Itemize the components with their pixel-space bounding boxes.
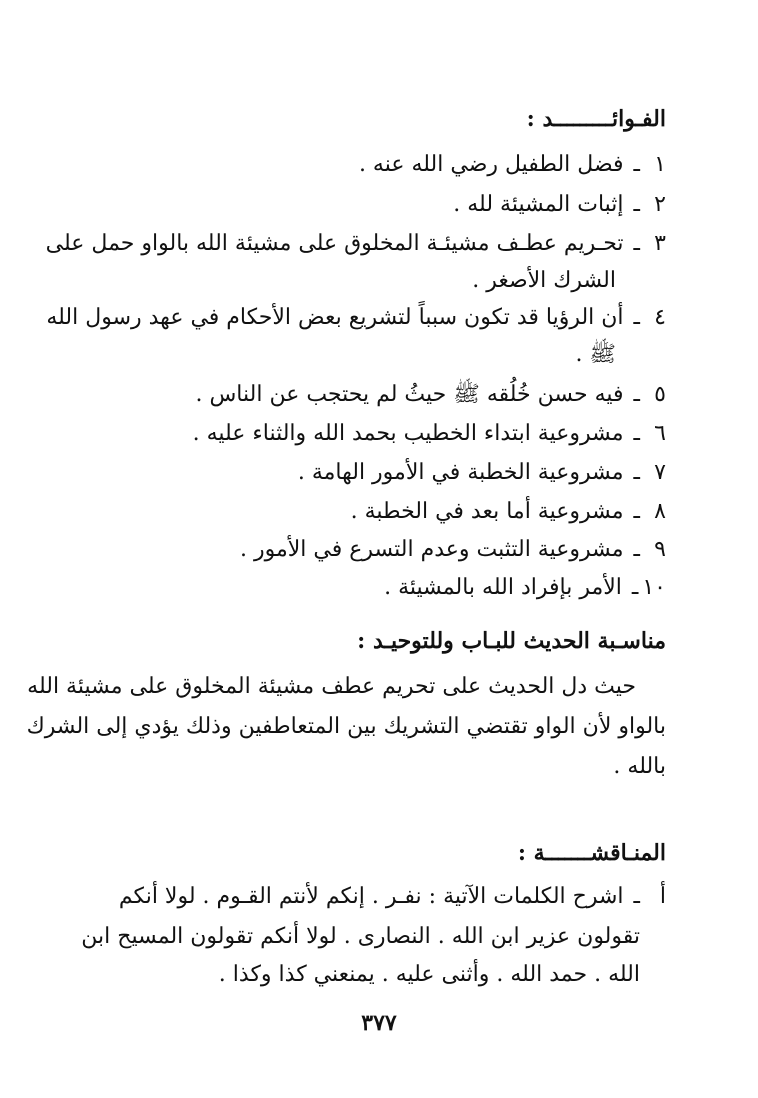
item-text: تحـريم عطـف مشيئـة المخلوق على مشيئة الله بالواو حمل على (45, 231, 624, 256)
item-number: ٧ (654, 460, 666, 485)
item-dash: ـ (633, 537, 640, 562)
item-text: مشروعية التثبت وعدم التسرع في الأمور . (239, 537, 624, 562)
item-number: ٦ (654, 421, 666, 446)
list-item (384, 573, 666, 603)
item-text: مشروعية ابتداء الخطيب بحمد الله والثناء عليه . (192, 421, 624, 446)
item-text: الأمر بإفراد الله بالمشيئة . (384, 575, 622, 600)
paragraph-line: بالله . (613, 754, 666, 779)
list-item (46, 229, 666, 259)
exercise-continuation: الله . حمد الله . وأثنى عليه . يمنعني كذا وكذا . (218, 962, 640, 987)
item-continuation: الشرك الأصغر . (472, 268, 616, 293)
item-number: ٢ (654, 192, 666, 217)
item-dash: ـ (633, 499, 640, 524)
item-dash: ـ (633, 460, 640, 485)
item-dash: ـ (633, 231, 640, 256)
item-text: مشروعية أما بعد في الخطبة . (350, 499, 624, 524)
item-dash: ـ (633, 305, 640, 330)
paragraph-line: بالواو لأن الواو تقتضي التشريك بين المتعاطفين وذلك يؤدي إلى الشرك (26, 714, 666, 739)
item-text: إثبات المشيئة لله . (453, 192, 624, 217)
item-number: ٤ (654, 305, 666, 330)
item-text: أن الرؤيا قد تكون سبباً لتشريع بعض الأحكام في عهد رسول الله (46, 305, 624, 330)
list-item (359, 150, 666, 180)
page-number: ٣٧٧ (361, 1010, 397, 1036)
item-number: ٥ (654, 382, 666, 407)
item-number: ١٠ (642, 575, 666, 600)
list-item (193, 419, 666, 449)
munaqasha-heading: المنـاقشـــــــة : (517, 840, 666, 866)
exercise-text: اشرح الكلمات الآتية : نفـر . إنكم لأنتم القـوم . لولا أنكم (118, 884, 624, 909)
item-number: ١ (654, 152, 666, 177)
item-number: ٣ (654, 231, 666, 256)
list-item (351, 497, 666, 527)
item-continuation: ﷺ . (575, 342, 616, 367)
item-dash: ـ (633, 192, 640, 217)
item-dash: ـ (633, 421, 640, 446)
list-item (240, 535, 666, 565)
list-item (298, 458, 666, 488)
exercise-letter: أ (659, 884, 666, 909)
item-number: ٩ (654, 537, 666, 562)
fawaid-heading: الفـوائـــــــــد : (526, 106, 666, 132)
item-text: فضل الطفيل رضي الله عنه . (358, 152, 624, 177)
item-text: فيه حسن خُلُقه ﷺ حيثُ لم يحتجب عن الناس . (195, 382, 624, 407)
item-dash: ـ (633, 884, 640, 909)
list-item (195, 380, 666, 410)
item-text: مشروعية الخطبة في الأمور الهامة . (297, 460, 624, 485)
exercise-continuation: تقولون عزير ابن الله . النصارى . لولا أنكم تقولون المسيح ابن (81, 924, 640, 949)
list-item (46, 303, 666, 333)
item-dash: ـ (633, 152, 640, 177)
munasaba-heading: مناسـبة الحديث للبـاب وللتوحيـد : (357, 628, 666, 654)
paragraph-line: حيث دل الحديث على تحريم عطف مشيئة المخلوق على مشيئة الله (27, 674, 636, 699)
item-dash: ـ (631, 575, 639, 600)
exercise-line (119, 882, 666, 912)
item-number: ٨ (654, 499, 666, 524)
list-item (453, 190, 666, 220)
item-dash: ـ (633, 382, 640, 407)
